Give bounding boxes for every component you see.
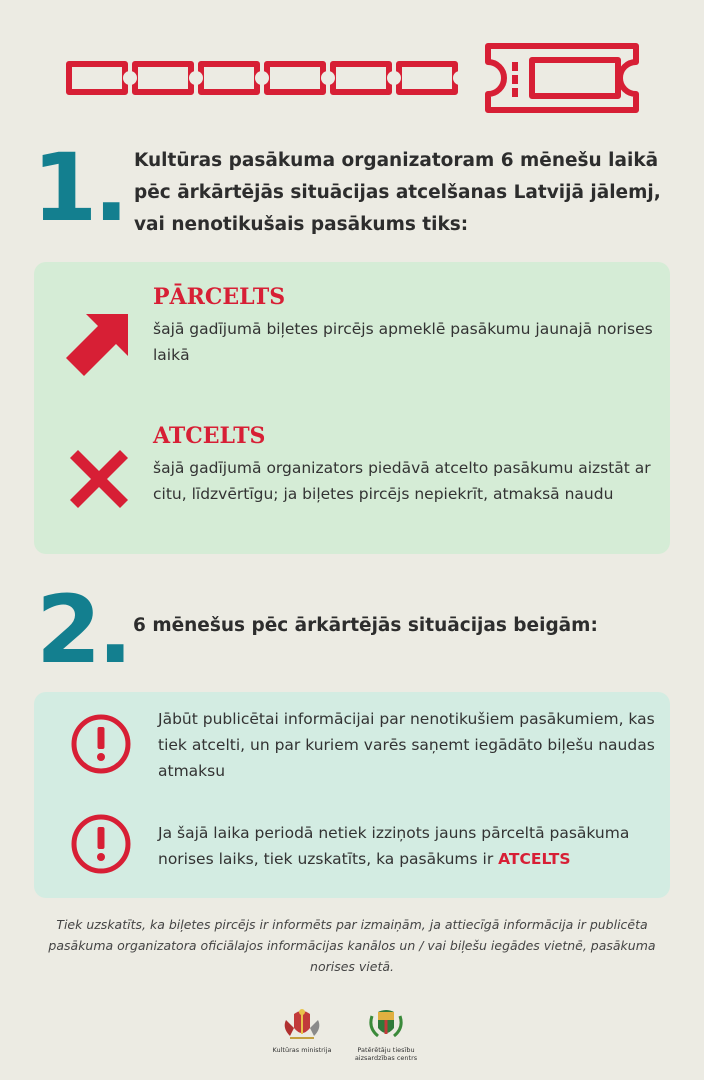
step-2-title: 6 mēnešus pēc ārkārtējās situācijas beigām: bbox=[133, 615, 598, 636]
consumer-rights-centre-label-1: Patērētāju tiesību bbox=[357, 1046, 415, 1054]
option-cancelled-text: šajā gadījumā organizators piedāvā atcelto pasākumu aizstāt ar citu, līdzvērtīgu; ja biļetes pircējs nepiekrīt, atmaksā naudu bbox=[153, 459, 651, 503]
info-cancelled-text bbox=[158, 820, 668, 872]
x-icon bbox=[66, 446, 132, 512]
coat-of-arms-icon bbox=[364, 1006, 408, 1042]
ticket-strip-icon bbox=[66, 42, 642, 114]
alert-icon bbox=[69, 812, 133, 876]
info-cancelled-text-main: Ja šajā laika periodā netiek izziņots jauns pārceltā pasākuma norises laiks, tiek uzskatīts, ka pasākums ir bbox=[158, 824, 630, 868]
footnote: Tiek uzskatīts, ka biļetes pircējs ir informēts par izmaiņām, ja attiecīgā informācija ir publicēta pasākuma organizatora oficiālajos informācijas kanālos un / vai biļešu iegādes vietnē, pasākuma norises vietā. bbox=[48, 917, 656, 974]
step-2-number: 2. bbox=[36, 576, 130, 685]
info-cancelled-accent: ATCELTS bbox=[498, 850, 571, 868]
consumer-rights-centre-label-2: aizsardzības centrs bbox=[354, 1054, 418, 1062]
consumer-rights-centre-logo bbox=[346, 1006, 426, 1062]
option-postponed-heading: PĀRCELTS bbox=[153, 284, 286, 310]
option-cancelled-heading: ATCELTS bbox=[153, 423, 266, 449]
step-1-number: 1. bbox=[32, 134, 126, 243]
alert-icon bbox=[69, 712, 133, 776]
coat-of-arms-icon bbox=[280, 1006, 324, 1042]
option-postponed-text: šajā gadījumā biļetes pircējs apmeklē pasākumu jaunajā norises laikā bbox=[153, 320, 653, 364]
step-1-title: Kultūras pasākuma organizatoram 6 mēnešu laikā pēc ārkārtējās situācijas atcelšanas Latvijā jālemj, vai nenotikušais pasākums tiks: bbox=[134, 150, 661, 235]
info-published-text: Jābūt publicētai informācijai par nenotikušiem pasākumiem, kas tiek atcelti, un par kuriem varēs saņemt iegādāto biļešu naudas atmaksu bbox=[158, 710, 655, 780]
ministry-of-culture-label: Kultūras ministrija bbox=[272, 1046, 332, 1054]
ministry-of-culture-logo bbox=[262, 1006, 342, 1054]
arrow-up-right-icon bbox=[66, 310, 132, 376]
